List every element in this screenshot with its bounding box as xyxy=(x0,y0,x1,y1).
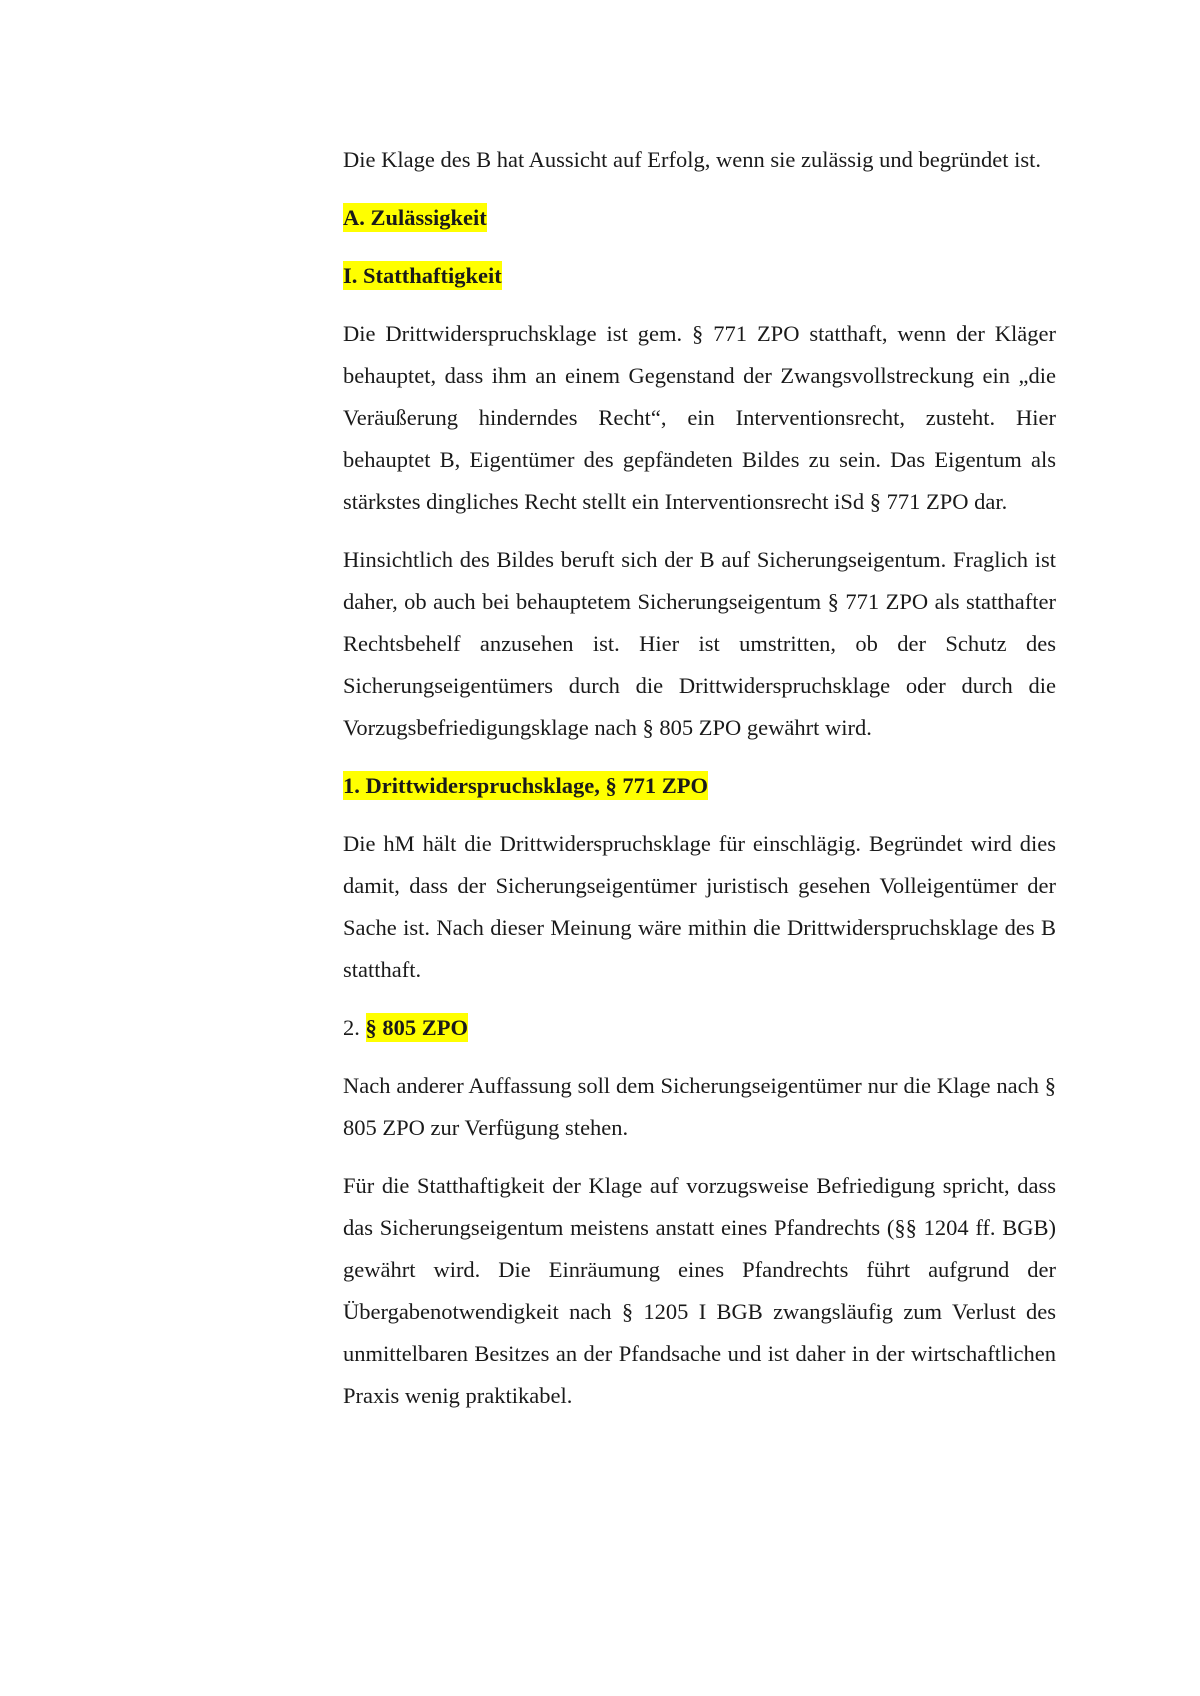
heading-805-zpo xyxy=(343,1007,1056,1049)
paragraph-sicherungseigentum: Hinsichtlich des Bildes beruft sich der B auf Sicherungseigentum. Fraglich ist daher, ob auch bei behauptetem Sicherungseigentum § 771 ZPO als statthafter Rechtsbehelf anzusehen ist. Hier ist umstritten, ob der Schutz des Sicherungseigentümers durch die Drittwiderspruchsklage oder durch die Vorzugsbefriedigungsklage nach § 805 ZPO gewährt wird. xyxy=(343,547,1056,740)
heading-zulaessigkeit-text: A. Zulässigkeit xyxy=(343,205,487,230)
document-body xyxy=(343,139,1056,1433)
heading-statthaftigkeit-text: I. Statthaftigkeit xyxy=(343,263,502,288)
paragraph-statthaft: Die Drittwiderspruchsklage ist gem. § 771 ZPO statthaft, wenn der Kläger behauptet, dass ihm an einem Gegenstand der Zwangsvollstreckung ein „die Veräußerung hinderndes Recht“, ein Interventionsrecht, zusteht. Hier behauptet B, Eigentümer des gepfändeten Bildes zu sein. Das Eigentum als stärkstes dingliches Recht stellt ein Interventionsrecht iSd § 771 ZPO dar. xyxy=(343,321,1056,514)
heading-statthaftigkeit xyxy=(343,255,1056,297)
intro-paragraph: Die Klage des B hat Aussicht auf Erfolg, wenn sie zulässig und begründet ist. xyxy=(343,147,1041,172)
heading-drittwiderspruchsklage xyxy=(343,765,1056,807)
paragraph-vorzugsweise-befriedigung: Für die Statthaftigkeit der Klage auf vorzugsweise Befriedigung spricht, dass das Sicherungseigentum meistens anstatt eines Pfandrechts (§§ 1204 ff. BGB) gewährt wird. Die Einräumung eines Pfandrechts führt aufgrund der Übergabenotwendigkeit nach § 1205 I BGB zwangsläufig zum Verlust des unmittelbaren Besitzes an der Pfandsache und ist daher in der wirtschaftlichen Praxis wenig praktikabel. xyxy=(343,1173,1056,1408)
paragraph-andere-auffassung: Nach anderer Auffassung soll dem Sicherungseigentümer nur die Klage nach § 805 ZPO zur Verfügung stehen. xyxy=(343,1073,1056,1140)
heading-805-zpo-number: 2. xyxy=(343,1015,360,1040)
heading-zulaessigkeit xyxy=(343,197,1056,239)
heading-805-zpo-text: § 805 ZPO xyxy=(365,1015,469,1040)
paragraph-hm: Die hM hält die Drittwiderspruchsklage für einschlägig. Begründet wird dies damit, dass der Sicherungseigentümer juristisch gesehen Volleigentümer der Sache ist. Nach dieser Meinung wäre mithin die Drittwiderspruchsklage des B statthaft. xyxy=(343,831,1056,982)
heading-drittwiderspruchsklage-text: 1. Drittwiderspruchsklage, § 771 ZPO xyxy=(343,773,708,798)
